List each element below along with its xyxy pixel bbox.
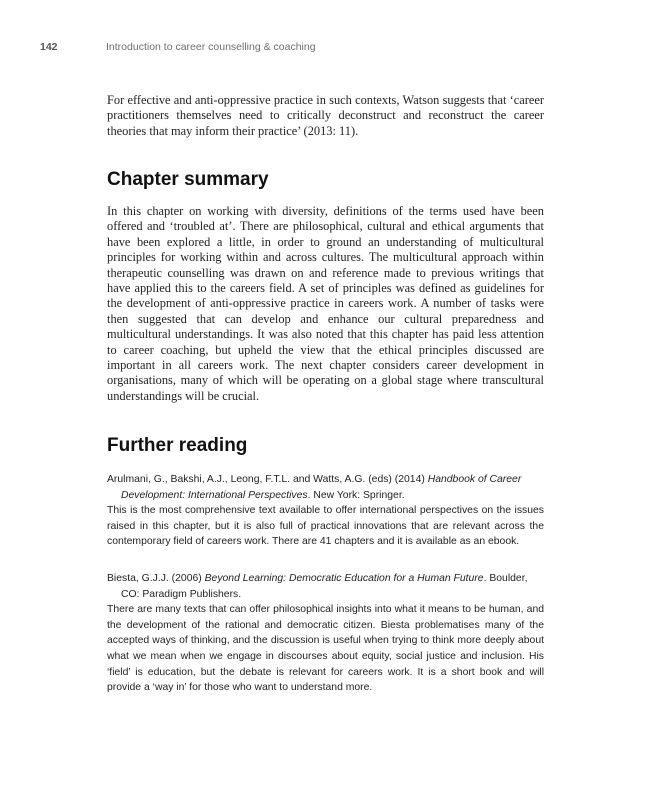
reference-item [107, 472, 544, 550]
reference-annotation: There are many texts that can offer philosophical insights into what it means to be human, and the development of the rational and democratic citizen. Biesta problematises many of the accepted ways of thinking, and the discussion is useful when trying to think more deeply about what we mean when we engage in discourses about equity, social justice and inclusion. His ‘field’ is education, but the debate is relevant for careers work. It is a short book and will provide a ‘way in’ for those who want to understand more. [107, 604, 544, 694]
reference-citation [107, 571, 544, 602]
page-number: 142 [40, 41, 58, 53]
chapter-summary-heading: Chapter summary [107, 169, 269, 190]
chapter-summary-text: In this chapter on working with diversity, definitions of the terms used have been offered and ‘troubled at’. There are philosophical, cultural and ethical arguments that have been explored a little, in order to ground an understanding of multicultural principles for working within and across cultures. The multicultural approach within therapeutic counselling was drawn on and reference made to previous writings that have applied this to the careers field. A set of principles was defined as guidelines for the development of anti-oppressive practice in careers work. A number of tasks were then suggested that can develop and enhance our cultural preparedness and multicultural understandings. It was also noted that this chapter has paid less attention to career coaching, but upheld the view that the ethical principles discussed are important in all careers work. The next chapter considers career development in organisations, many of which will be operating on a global stage where transcultural understandings will be crucial. [107, 204, 544, 403]
reference-title: Handbook of Career Development: International Perspectives [121, 474, 522, 501]
reference-annotation: This is the most comprehensive text available to offer international perspectives on the issues raised in this chapter, but it is also full of practical innovations that are relevant across the contemporary field of careers work. There are 41 chapters and it is available as an ebook. [107, 505, 544, 548]
reference-title: Beyond Learning: Democratic Education for a Human Future [204, 573, 484, 584]
reference-publisher: . Boulder, CO: Paradigm Publishers. [121, 573, 528, 600]
reference-authors: Arulmani, G., Bakshi, A.J., Leong, F.T.L. and Watts, A.G. (eds) (2014) [107, 474, 428, 485]
intro-paragraph: For effective and anti-oppressive practice in such contexts, Watson suggests that ‘career practitioners themselves need to critically deconstruct and reconstruct the career theories that may inform their practice’ (2013: 11). [107, 93, 544, 138]
running-title: Introduction to career counselling & coaching [106, 41, 316, 53]
further-reading-heading: Further reading [107, 435, 248, 456]
reference-authors: Biesta, G.J.J. (2006) [107, 573, 205, 584]
reference-item [107, 571, 544, 696]
reference-citation [107, 472, 544, 503]
reference-publisher: . New York: Springer. [307, 489, 405, 501]
